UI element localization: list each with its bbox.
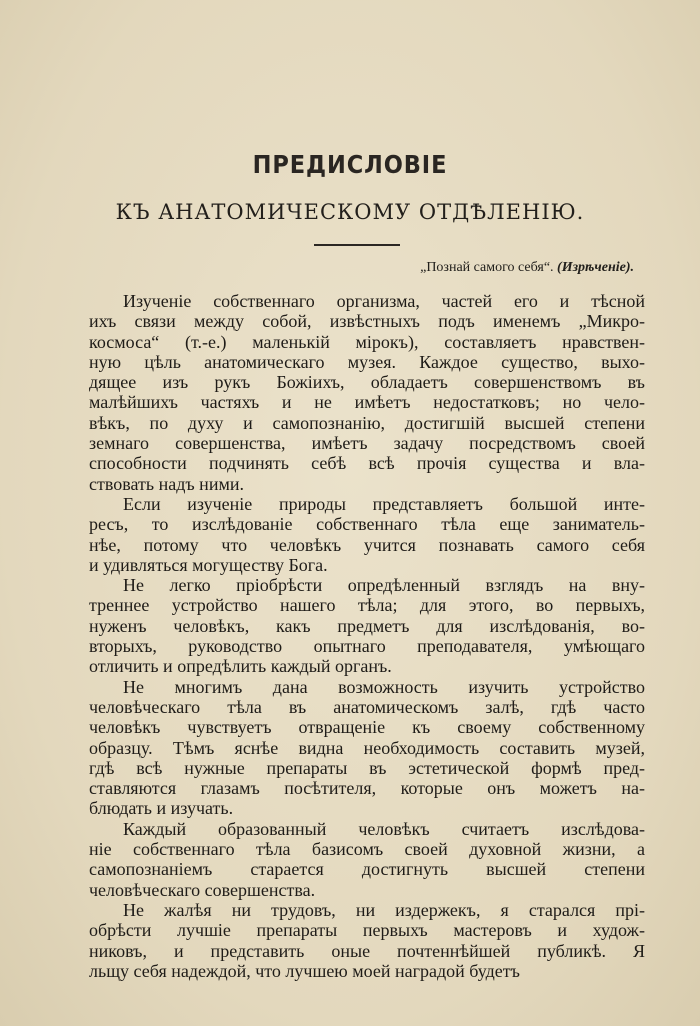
text-line: ихъ связи между собой, извѣстныхъ подъ именемъ „Микро- xyxy=(89,311,645,332)
text-line: Каждый образованный человѣкъ считаетъ изслѣдова- xyxy=(123,818,645,839)
paragraph xyxy=(89,900,645,981)
text-line: никовъ, и представить оные почтеннѣйшей публикѣ. Я xyxy=(89,940,645,961)
paragraph xyxy=(89,819,645,900)
text-line: малѣйшихъ частяхъ и не имѣетъ недостатковъ; но чело- xyxy=(89,392,645,413)
text-line: льщу себя надеждой, что лучшею моей наградой будетъ xyxy=(89,960,520,981)
text-line: треннее устройство нашего тѣла; для этого, во первыхъ, xyxy=(89,595,645,616)
text-line: Если изученіе природы представляетъ большой инте- xyxy=(123,493,645,514)
epigraph xyxy=(300,260,634,276)
text-line: и удивляться могуществу Бога. xyxy=(89,554,328,575)
text-line: блюдать и изучать. xyxy=(89,798,234,819)
text-line: отличить и опредѣлить каждый органъ. xyxy=(89,656,392,677)
body-text xyxy=(89,291,645,981)
paragraph xyxy=(89,677,645,819)
text-line: нѣе, потому что человѣкъ учится познавать самого себя xyxy=(89,534,645,555)
text-line: обрѣсти лучшіе препараты первыхъ мастеровъ и худож- xyxy=(89,920,645,941)
paragraph xyxy=(89,291,645,494)
epigraph-quote: „Познай самого себя“. xyxy=(420,260,554,275)
paragraph xyxy=(89,494,645,575)
epigraph-source: (Изрѣченіе). xyxy=(557,260,634,275)
text-line: ресъ, то изслѣдованіе собственнаго тѣла еще заниматель- xyxy=(89,514,645,535)
text-line: Не жалѣя ни трудовъ, ни издержекъ, я старался прі- xyxy=(123,899,645,920)
text-line: гдѣ всѣ нужные препараты въ эстетической формѣ пред- xyxy=(89,757,645,778)
text-line: вторыхъ, руководство опытнаго преподавателя, умѣющаго xyxy=(89,636,645,657)
text-line: дящее изъ рукъ Божіихъ, обладаетъ совершенствомъ въ xyxy=(89,372,645,393)
text-line: ную цѣль анатомическаго музея. Каждое существо, выхо- xyxy=(89,351,645,372)
text-line: земнаго совершенства, имѣетъ задачу посредствомъ своей xyxy=(89,433,645,454)
text-line: Не многимъ дана возможность изучить устройство xyxy=(123,676,645,697)
text-line: Не легко пріобрѣсти опредѣленный взглядъ на вну- xyxy=(123,575,645,596)
text-line: человѣческаго тѣла въ анатомическомъ залѣ, гдѣ часто xyxy=(89,696,645,717)
text-line: человѣческаго совершенства. xyxy=(89,879,316,900)
page-subtitle: КЪ АНАТОМИЧЕСКОМУ ОТДѢЛЕНІЮ. xyxy=(115,200,585,224)
text-line: нуженъ человѣкъ, какъ предметъ для изслѣдованія, во- xyxy=(89,615,645,636)
divider xyxy=(314,244,400,246)
text-line: способности подчинять себѣ всѣ прочія существа и вла- xyxy=(89,453,645,474)
text-line: вѣкъ, по духу и самопознанію, достигшій высшей степени xyxy=(89,412,645,433)
text-line: самопознаніемъ старается достигнуть высшей степени xyxy=(89,859,645,880)
text-line: космоса“ (т.-е.) маленькій мірокъ), составляетъ нравствен- xyxy=(89,331,645,352)
text-line: ніе собственнаго тѣла базисомъ своей духовной жизни, а xyxy=(89,839,645,860)
text-line: Изученіе собственнаго организма, частей его и тѣсной xyxy=(123,291,645,311)
paragraph xyxy=(89,575,645,676)
text-line: ствовать надъ ними. xyxy=(89,473,244,494)
text-line: образцу. Тѣмъ яснѣе видна необходимость составить музей, xyxy=(89,737,645,758)
text-line: ставляются глазамъ посѣтителя, которые онъ можетъ на- xyxy=(89,778,645,799)
page-title: ПРЕДИСЛОВІЕ xyxy=(252,150,448,179)
text-line: человѣкъ чувствуетъ отвращеніе къ своему собственному xyxy=(89,717,645,738)
